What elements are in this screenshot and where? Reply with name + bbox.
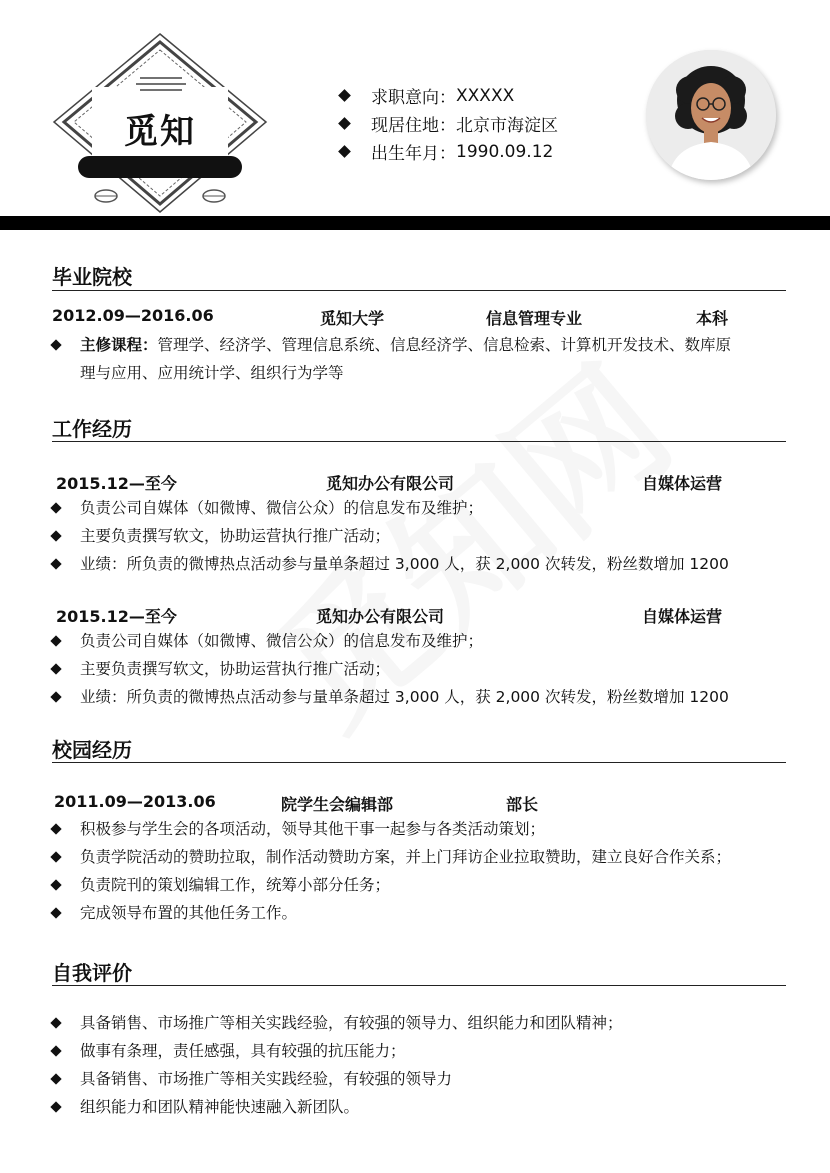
- campus-org: 院学生会编辑部: [281, 795, 394, 814]
- diamond-bullet-icon: [50, 502, 61, 513]
- diamond-bullet-icon: [50, 823, 61, 834]
- work-1-item: 负责公司自媒体（如微博、微信公众）的信息发布及维护；: [52, 495, 792, 522]
- info-birthdate: [340, 139, 553, 164]
- section-rule: [52, 985, 786, 986]
- campus-item: 负责院刊的策划编辑工作，统筹小部分任务；: [52, 872, 792, 899]
- diamond-bullet-icon: [50, 339, 61, 350]
- education-period: 2012.09—2016.06: [52, 306, 214, 325]
- work-2-role: 自媒体运营: [642, 607, 723, 626]
- diamond-bullet-icon: [50, 663, 61, 674]
- section-rule: [52, 441, 786, 442]
- campus-item: 积极参与学生会的各项活动，领导其他干事一起参与各类活动策划；: [52, 816, 792, 843]
- work-1-company: 觅知办公有限公司: [326, 474, 455, 493]
- section-title-campus: 校园经历: [52, 738, 132, 762]
- header-divider-bar: [0, 216, 830, 230]
- info-label: 求职意向：: [371, 88, 456, 108]
- education-courses: [52, 332, 792, 359]
- leaf-right-icon: [203, 190, 225, 202]
- section-rule: [52, 762, 786, 763]
- diamond-bullet-icon: [338, 145, 351, 158]
- section-rule: [52, 290, 786, 291]
- courses-line-2: 理与应用、应用统计学、组织行为学等: [80, 364, 344, 382]
- work-1-item: 主要负责撰写软文，协助运营执行推广活动；: [52, 523, 792, 550]
- self-item: 组织能力和团队精神能快速融入新团队。: [52, 1094, 792, 1121]
- info-value: 北京市海淀区: [456, 116, 558, 136]
- info-value: XXXXX: [456, 85, 515, 106]
- work-1-role: 自媒体运营: [642, 474, 723, 493]
- campus-period: 2011.09—2013.06: [54, 792, 216, 811]
- profile-photo: [646, 50, 776, 180]
- diamond-bullet-icon: [50, 1017, 61, 1028]
- campus-item: 负责学院活动的赞助拉取，制作活动赞助方案，并上门拜访企业拉取赞助，建立良好合作关系；: [52, 844, 792, 871]
- diamond-bullet-icon: [50, 1101, 61, 1112]
- self-item: 具备销售、市场推广等相关实践经验，有较强的领导力: [52, 1066, 792, 1093]
- education-degree: 本科: [696, 309, 729, 328]
- education-courses-continued: [80, 360, 820, 387]
- section-title-self-evaluation: 自我评价: [52, 961, 132, 985]
- diamond-bullet-icon: [50, 851, 61, 862]
- diamond-bullet-icon: [50, 907, 61, 918]
- work-2-period: 2015.12—至今: [56, 607, 177, 626]
- person-avatar-icon: [646, 50, 776, 180]
- courses-label: 主修课程：: [80, 336, 158, 354]
- info-label: 现居住地：: [371, 116, 456, 136]
- leaf-left-icon: [95, 190, 117, 202]
- diamond-bullet-icon: [50, 879, 61, 890]
- work-2-item: 主要负责撰写软文，协助运营执行推广活动；: [52, 656, 792, 683]
- info-value: 1990.09.12: [456, 141, 554, 162]
- campus-role: 部长: [506, 795, 539, 814]
- campus-item: 完成领导布置的其他任务工作。: [52, 900, 792, 927]
- diamond-bullet-icon: [338, 117, 351, 130]
- self-item: 做事有条理，责任感强，具有较强的抗压能力；: [52, 1038, 792, 1065]
- diamond-bullet-icon: [50, 558, 61, 569]
- section-title-work: 工作经历: [52, 417, 132, 441]
- info-job-intention: [340, 83, 514, 108]
- diamond-bullet-icon: [50, 691, 61, 702]
- work-2-item: 业绩：所负责的微博热点活动参与量单条超过 3,000 人，获 2,000 次转发，粉丝数增加 1200: [52, 684, 792, 711]
- education-major: 信息管理专业: [486, 309, 583, 328]
- info-residence: [340, 111, 558, 136]
- self-item: 具备销售、市场推广等相关实践经验，有较强的领导力、组织能力和团队精神；: [52, 1010, 792, 1037]
- info-label: 出生年月：: [371, 144, 456, 164]
- diamond-bullet-icon: [50, 1045, 61, 1056]
- section-title-education: 毕业院校: [52, 265, 132, 289]
- work-1-period: 2015.12—至今: [56, 474, 177, 493]
- diamond-bullet-icon: [50, 635, 61, 646]
- work-2-item: 负责公司自媒体（如微博、微信公众）的信息发布及维护；: [52, 628, 792, 655]
- work-2-company: 觅知办公有限公司: [316, 607, 445, 626]
- diamond-bullet-icon: [338, 89, 351, 102]
- work-1-item: 业绩：所负责的微博热点活动参与量单条超过 3,000 人，获 2,000 次转发，粉丝数增加 1200: [52, 551, 792, 578]
- diamond-bullet-icon: [50, 530, 61, 541]
- diamond-bullet-icon: [50, 1073, 61, 1084]
- education-school: 觅知大学: [320, 309, 385, 328]
- candidate-name: 觅知: [124, 112, 196, 152]
- courses-line-1: 管理学、经济学、管理信息系统、信息经济学、信息检索、计算机开发技术、数库原: [157, 336, 732, 354]
